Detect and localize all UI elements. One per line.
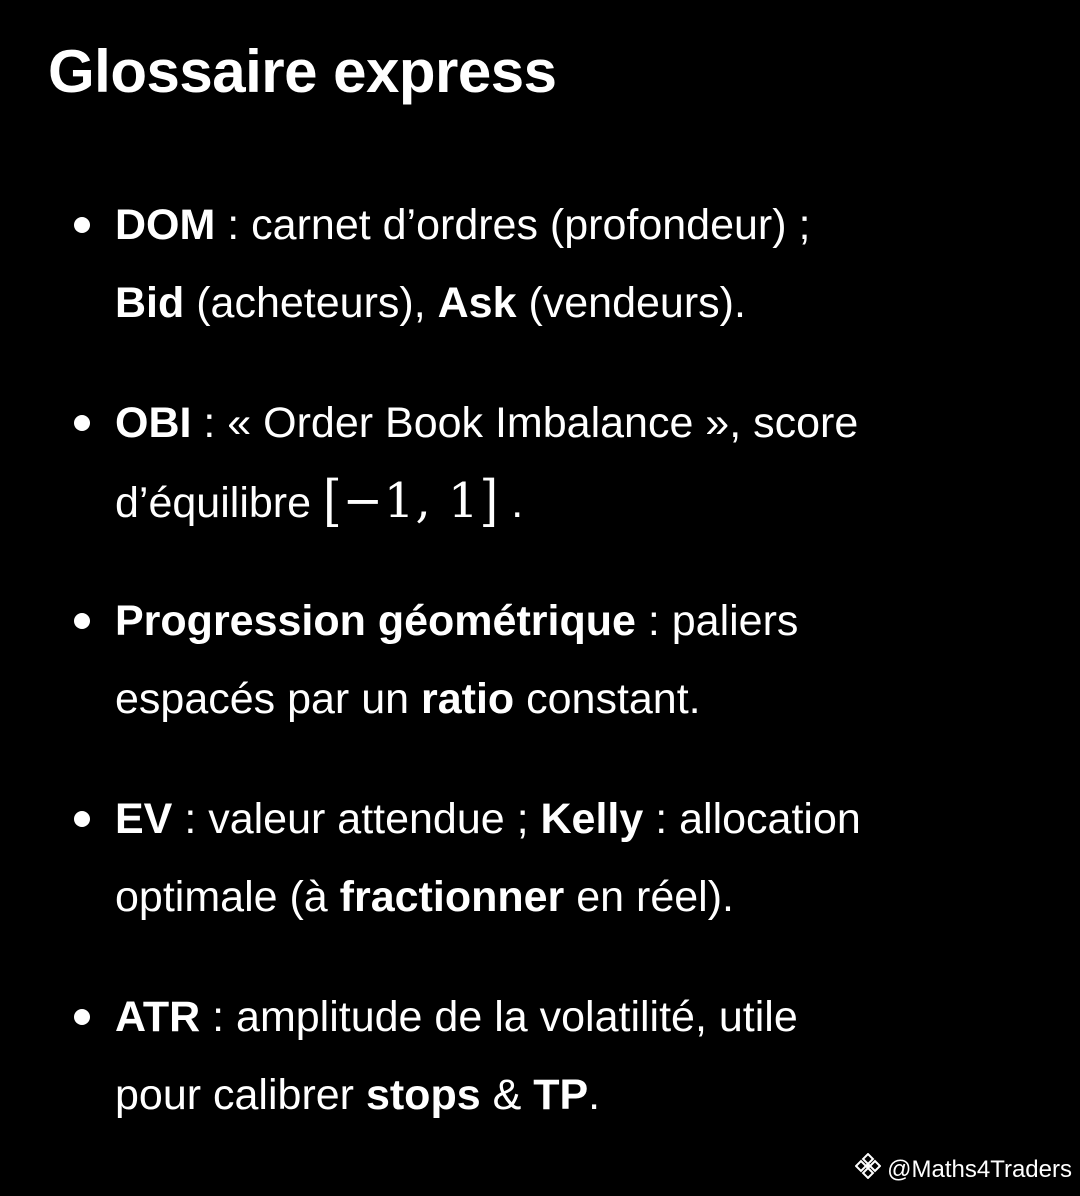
glossary-term: EV xyxy=(115,795,173,843)
glossary-item-ev-kelly xyxy=(0,780,1080,936)
glossary-line xyxy=(115,1056,1040,1134)
glossary-text: (acheteurs), xyxy=(184,279,438,327)
glossary-item-obi xyxy=(0,384,1080,540)
glossary-line xyxy=(115,780,1040,858)
glossary-term: Bid xyxy=(115,279,185,327)
glossary-text: (vendeurs). xyxy=(516,279,746,327)
glossary-text: constant. xyxy=(514,675,701,723)
binance-logo-icon xyxy=(855,1153,881,1186)
math-body: −1, 1 xyxy=(342,473,480,529)
glossary-item-dom xyxy=(0,186,1080,342)
glossary-line xyxy=(115,978,1040,1056)
glossary-item-progression xyxy=(0,582,1080,738)
glossary-text: . xyxy=(499,479,524,527)
glossary-text: : valeur attendue ; xyxy=(172,795,541,843)
bullet-icon xyxy=(74,613,90,629)
glossary-text: en réel). xyxy=(564,873,734,921)
glossary-term: ATR xyxy=(115,993,201,1041)
glossary-text: optimale (à xyxy=(115,873,340,921)
glossary-term: Ask xyxy=(437,279,517,327)
watermark[interactable] xyxy=(855,1153,1072,1186)
bullet-icon xyxy=(74,415,90,431)
glossary-text: espacés par un xyxy=(115,675,421,723)
glossary-line xyxy=(115,660,1040,738)
glossary-term: ratio xyxy=(420,675,515,723)
glossary-term: Progression géométrique xyxy=(115,597,636,645)
bullet-icon xyxy=(74,811,90,827)
glossary-term: DOM xyxy=(115,201,216,249)
glossary-line xyxy=(115,264,1040,342)
glossary-term: OBI xyxy=(115,399,192,447)
glossary-line xyxy=(115,582,1040,660)
glossary-text: : allocation xyxy=(643,795,861,843)
glossary-term: fractionner xyxy=(339,873,565,921)
glossary-text: : paliers xyxy=(635,597,799,645)
glossary-text: : « Order Book Imbalance », score xyxy=(191,399,859,447)
watermark-handle: @Maths4Traders xyxy=(887,1155,1072,1183)
glossary-term: Kelly xyxy=(540,795,644,843)
glossary-text: . xyxy=(588,1071,601,1119)
math-interval xyxy=(322,468,500,534)
glossary-term: TP xyxy=(533,1071,589,1119)
glossary-text: & xyxy=(480,1071,534,1119)
bullet-icon xyxy=(74,1009,90,1025)
glossary-text: pour calibrer xyxy=(115,1071,366,1119)
glossary-list xyxy=(0,186,1080,1176)
glossary-text: d’équilibre xyxy=(115,479,323,527)
glossary-text: : carnet d’ordres (profondeur) ; xyxy=(215,201,811,249)
glossary-text: : amplitude de la volatilité, utile xyxy=(200,993,798,1041)
glossary-line xyxy=(115,858,1040,936)
glossary-item-atr xyxy=(0,978,1080,1134)
glossary-term: stops xyxy=(365,1071,481,1119)
math-bracket-close: ] xyxy=(479,468,500,534)
glossary-line xyxy=(115,384,1040,462)
page-title: Glossaire express xyxy=(48,38,557,105)
glossary-line xyxy=(115,462,1040,540)
glossary-line xyxy=(115,186,1040,264)
math-bracket-open: [ xyxy=(322,468,343,534)
bullet-icon xyxy=(74,217,90,233)
